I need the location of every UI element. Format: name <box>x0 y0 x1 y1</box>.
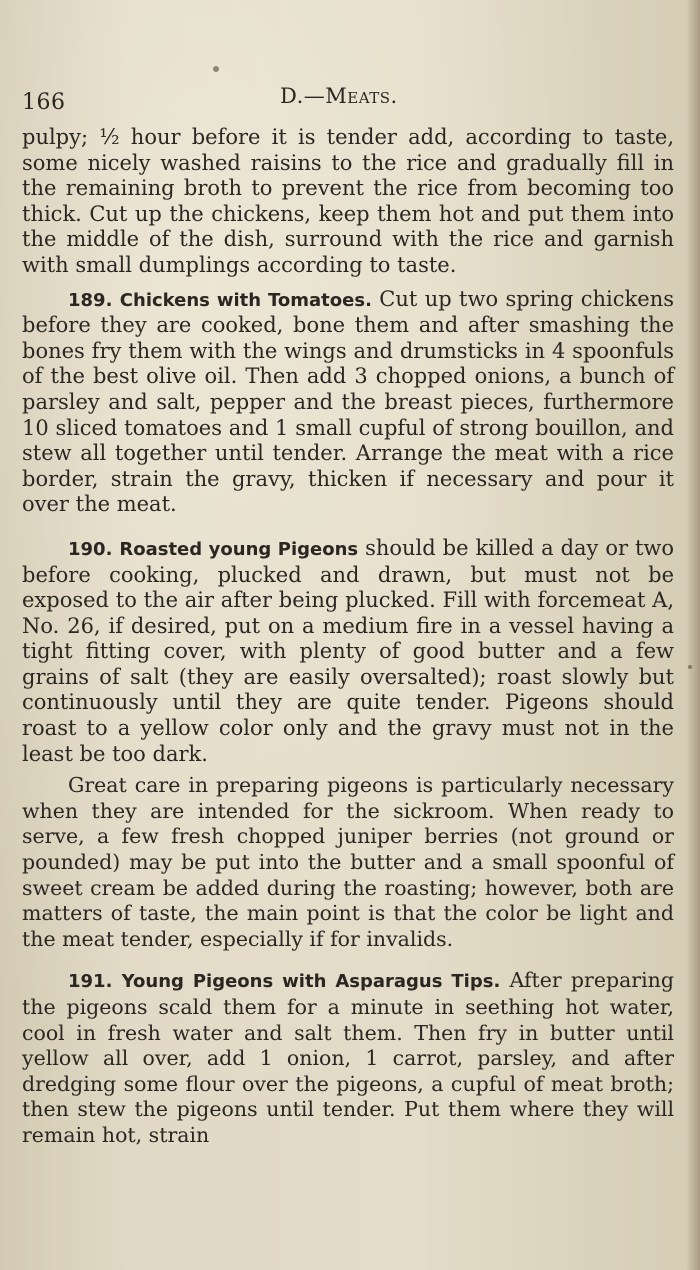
running-head-prefix: D.— <box>280 84 326 108</box>
recipe-190 <box>22 536 674 767</box>
running-head-section: Meats. <box>325 84 398 108</box>
recipe-number: 189. <box>68 289 113 311</box>
recipe-title: Chickens with Tomatoes. <box>119 289 372 311</box>
recipe-number: 190. <box>68 538 113 560</box>
recipe-189 <box>22 287 674 518</box>
recipe-191 <box>22 968 674 1148</box>
recipe-text: After preparing the pigeons scald them for a minute in seething hot water, cool in fresh water and salt them. Then fry in butter until yellow all over, add 1 onion, 1 carrot, parsley, and after dredging some flour over the pigeons, a cupful of meat broth; then stew the pigeons until tender. Put them where they will remain hot, strain <box>22 968 674 1147</box>
running-head <box>280 84 398 108</box>
continued-paragraph: pulpy; ½ hour before it is tender add, according to taste, some nicely washed raisins to the rice and gradually fill in the remaining broth to prevent the rice from becoming too thick. Cut up the chickens, keep them hot and put them into the middle of the dish, surround with the rice and garnish with small dumplings according to taste. <box>22 125 674 277</box>
page-number: 166 <box>22 90 66 115</box>
recipe-number: 191. <box>68 971 113 993</box>
recipe-text: should be killed a day or two before cooking, plucked and drawn, but must not be exposed to the air after being plucked. Fill with forcemeat A, No. 26, if desired, put on a medium fire in a vessel having a tight fitting cover, with plenty of good butter and a few grains of salt (they are easily oversalted); roast slowly but continuously until they are quite tender. Pigeons should roast to a yellow color only and the gravy must not in the least be too dark. <box>22 535 674 766</box>
page-body <box>22 125 674 1149</box>
recipe-text: Cut up two spring chickens before they are cooked, bone them and after smashing the bones fry them with the wings and drumsticks in 4 spoonfuls of the best olive oil. Then add 3 chopped onions, a bunch of parsley and salt, pepper and the breast pieces, furthermore 10 sliced tomatoes and 1 small cupful of strong bouillon, and stew all together until tender. Arrange the meat with a rice border, strain the gravy, thicken if necessary and pour it over the meat. <box>22 286 674 517</box>
page-header <box>22 84 670 116</box>
recipe-190-continuation: Great care in preparing pigeons is particularly necessary when they are intended for the sickroom. When ready to serve, a few fresh chopped juniper berries (not ground or pounded) may be put into the butter and a small spoonful of sweet cream be added during the roasting; however, both are matters of taste, the main point is that the color be light and the meat tender, especially if for invalids. <box>22 773 674 951</box>
recipe-title: Roasted young Pigeons <box>119 538 359 560</box>
recipe-title: Young Pigeons with Asparagus Tips. <box>121 971 501 993</box>
page-edge-shadow <box>686 0 700 1270</box>
paper-speck <box>213 66 219 72</box>
paper-speck <box>688 665 692 669</box>
